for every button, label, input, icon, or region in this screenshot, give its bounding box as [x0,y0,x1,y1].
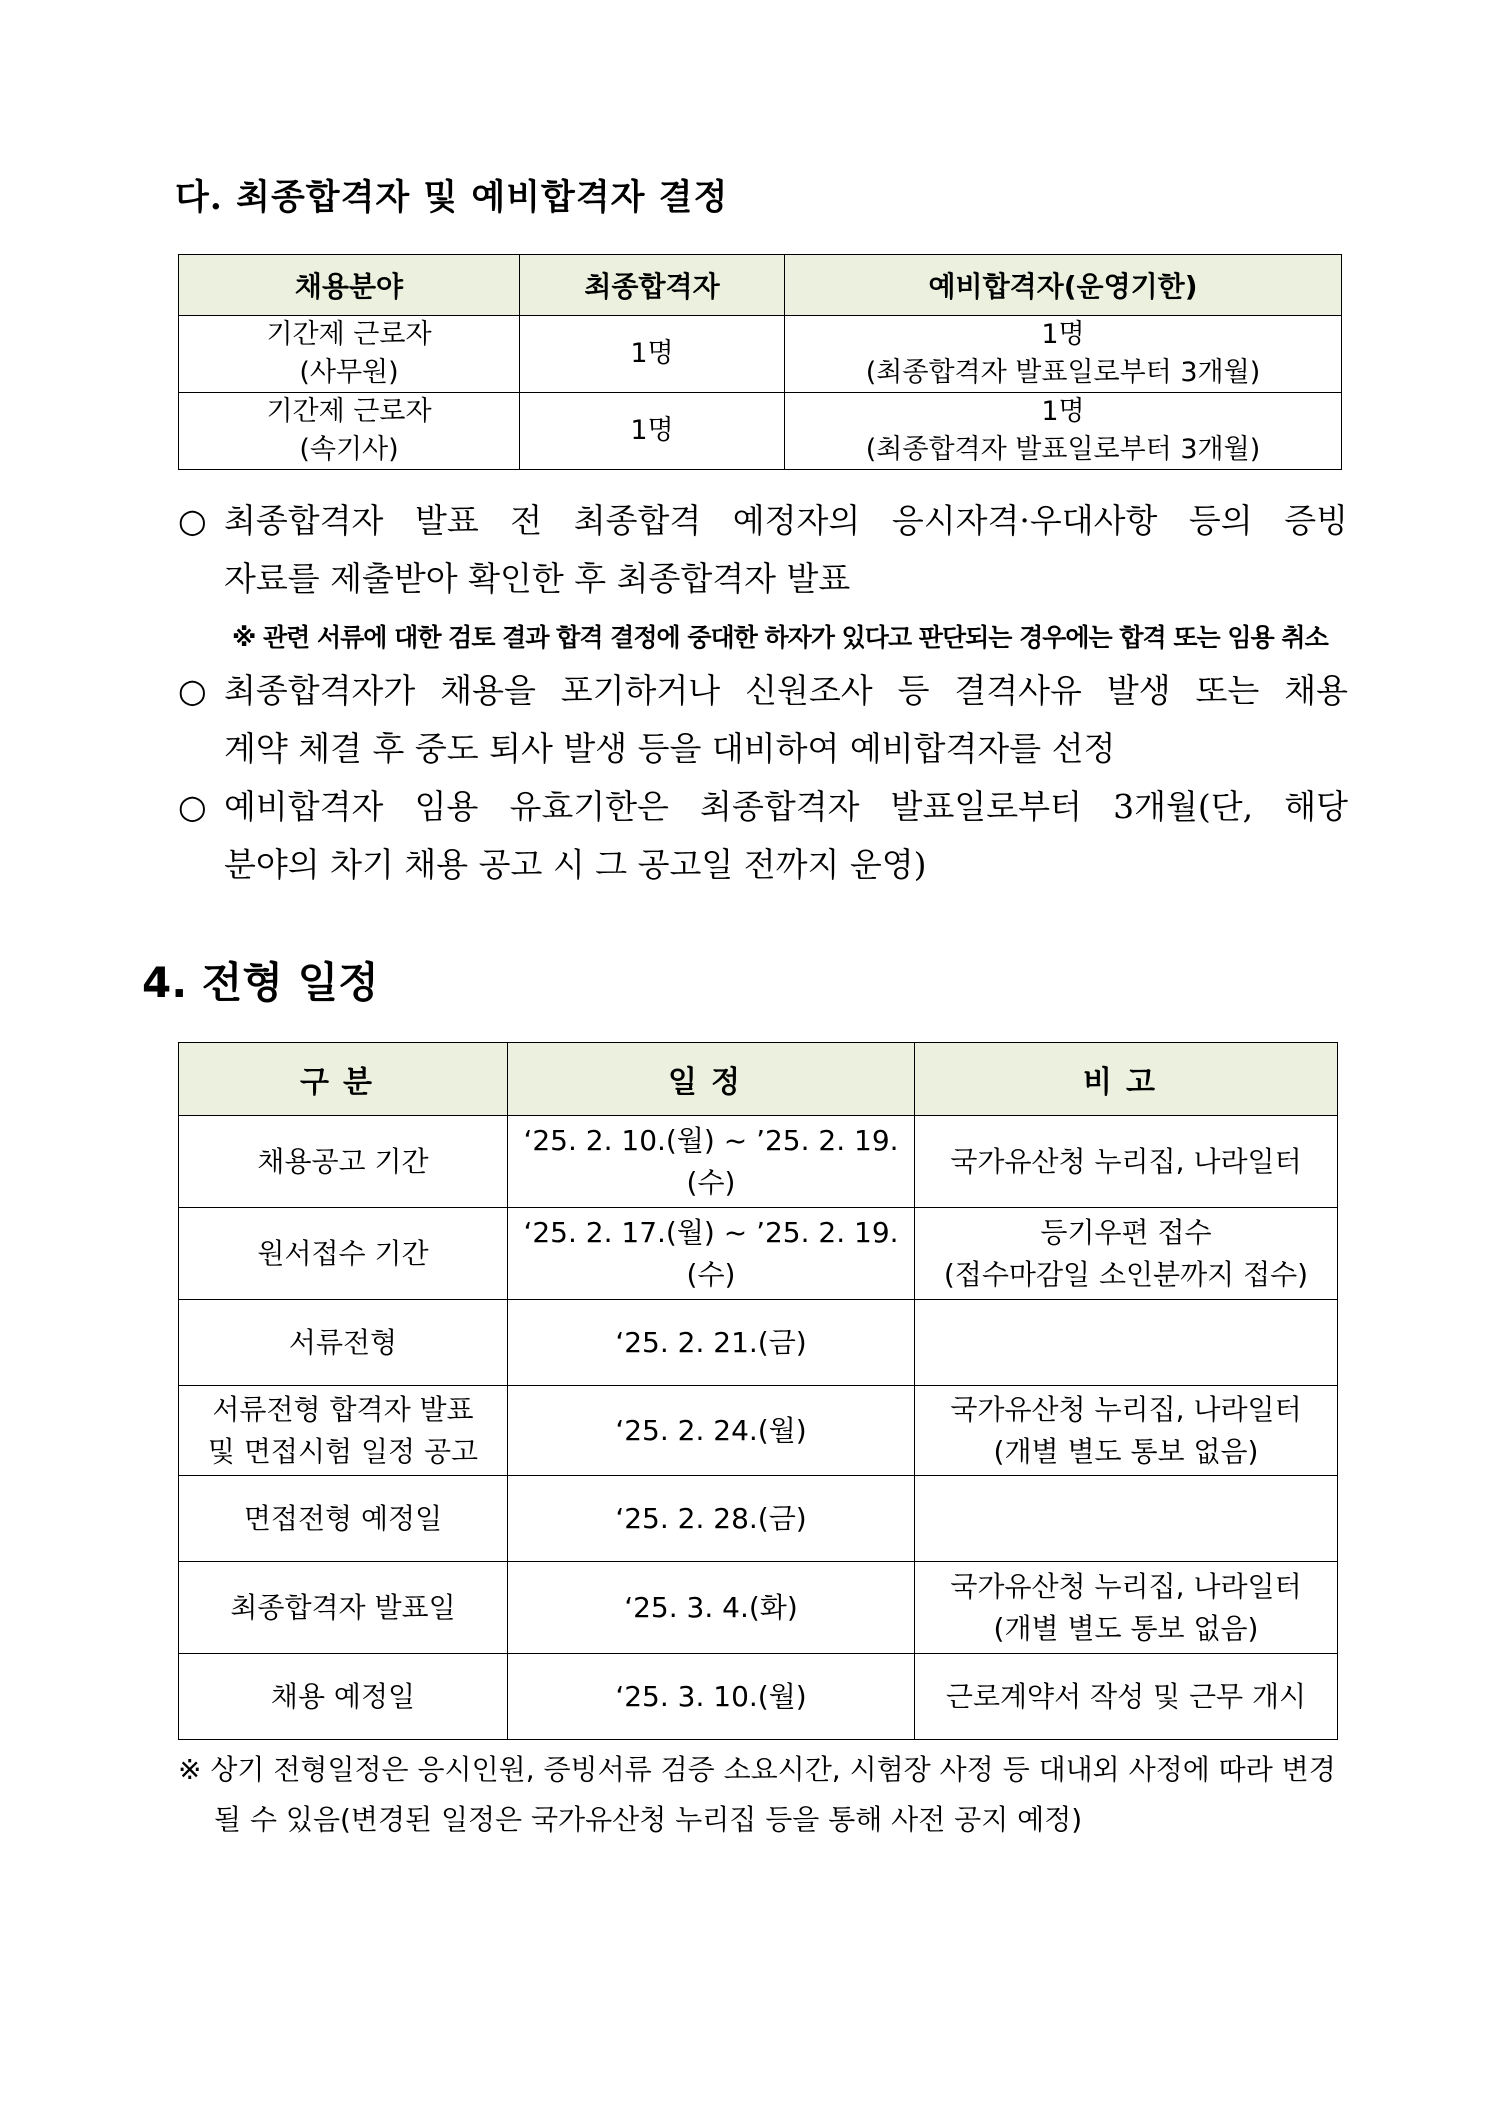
subheading: 다. 최종합격자 및 예비합격자 결정 [175,177,729,218]
remark-cell: 등기우편 접수 (접수마감일 소인분까지 접수) [915,1208,1338,1300]
final-cell: 1명 [520,393,785,470]
final-cell: 1명 [520,316,785,393]
bullet-item: ○ 최종합격자 발표 전 최종합격 예정자의 응시자격·우대사항 등의 증빙 자료를 제출받아 확인한 후 최종합격자 발표 [178,501,1348,598]
reserve-cell: 1명 (최종합격자 발표일로부터 3개월) [785,393,1342,470]
date-cell: ‘25. 2. 28.(금) [508,1476,915,1562]
table-row [179,1476,1338,1562]
category-cell: 채용공고 기간 [179,1116,508,1208]
section-title: 4. 전형 일정 [142,958,379,1007]
schedule-table [178,1042,1338,1740]
category-cell: 서류전형 [179,1300,508,1386]
category-cell: 서류전형 합격자 발표 및 면접시험 일정 공고 [179,1386,508,1476]
date-cell: ‘25. 2. 21.(금) [508,1300,915,1386]
date-cell: ‘25. 3. 10.(월) [508,1654,915,1740]
table-row [179,316,1342,393]
reserve-cell: 1명 (최종합격자 발표일로부터 3개월) [785,316,1342,393]
footnote: ※ 상기 전형일정은 응시인원, 증빙서류 검증 소요시간, 시험장 사정 등 대내외 사정에 따라 변경 될 수 있음(변경된 일정은 국가유산청 누리집 등을 통해 사전 공지 예정) [178,1753,1336,1836]
bullet-item: ○ 예비합격자 임용 유효기한은 최종합격자 발표일로부터 3개월(단, 해당 분야의 차기 채용 공고 시 그 공고일 전까지 운영) [178,787,1348,884]
header-reserve: 예비합격자(운영기한) [785,255,1342,316]
table-row [179,1208,1338,1300]
table-row [179,1562,1338,1654]
date-cell: ‘25. 2. 17.(월) ~ ’25. 2. 19.(수) [508,1208,915,1300]
remark-cell: 국가유산청 누리집, 나라일터 (개별 별도 통보 없음) [915,1562,1338,1654]
date-cell: ‘25. 2. 24.(월) [508,1386,915,1476]
finalist-table [178,254,1342,470]
category-cell: 최종합격자 발표일 [179,1562,508,1654]
remark-cell: 국가유산청 누리집, 나라일터 (개별 별도 통보 없음) [915,1386,1338,1476]
date-cell: ‘25. 2. 10.(월) ~ ’25. 2. 19.(수) [508,1116,915,1208]
field-cell: 기간제 근로자 (속기사) [179,393,520,470]
table-row [179,1654,1338,1740]
table-row [179,1386,1338,1476]
category-cell: 원서접수 기간 [179,1208,508,1300]
table-row [179,393,1342,470]
remark-cell [915,1476,1338,1562]
header-final: 최종합격자 [520,255,785,316]
header-remark: 비고 [915,1043,1338,1116]
table-row [179,1300,1338,1386]
bullet-item: ○ 최종합격자가 채용을 포기하거나 신원조사 등 결격사유 발생 또는 채용 계약 체결 후 중도 퇴사 발생 등을 대비하여 예비합격자를 선정 [178,671,1348,768]
table-header-row [179,255,1342,316]
remark-cell: 국가유산청 누리집, 나라일터 [915,1116,1338,1208]
header-category: 구분 [179,1043,508,1116]
date-cell: ‘25. 3. 4.(화) [508,1562,915,1654]
header-date: 일정 [508,1043,915,1116]
header-field: 채용분야 [179,255,520,316]
remark-cell: 근로계약서 작성 및 근무 개시 [915,1654,1338,1740]
category-cell: 면접전형 예정일 [179,1476,508,1562]
small-note: ※ 관련 서류에 대한 검토 결과 합격 결정에 중대한 하자가 있다고 판단되는 경우에는 합격 또는 임용 취소 [232,623,1328,652]
table-row [179,1116,1338,1208]
table-header-row [179,1043,1338,1116]
remark-cell [915,1300,1338,1386]
field-cell: 기간제 근로자 (사무원) [179,316,520,393]
category-cell: 채용 예정일 [179,1654,508,1740]
